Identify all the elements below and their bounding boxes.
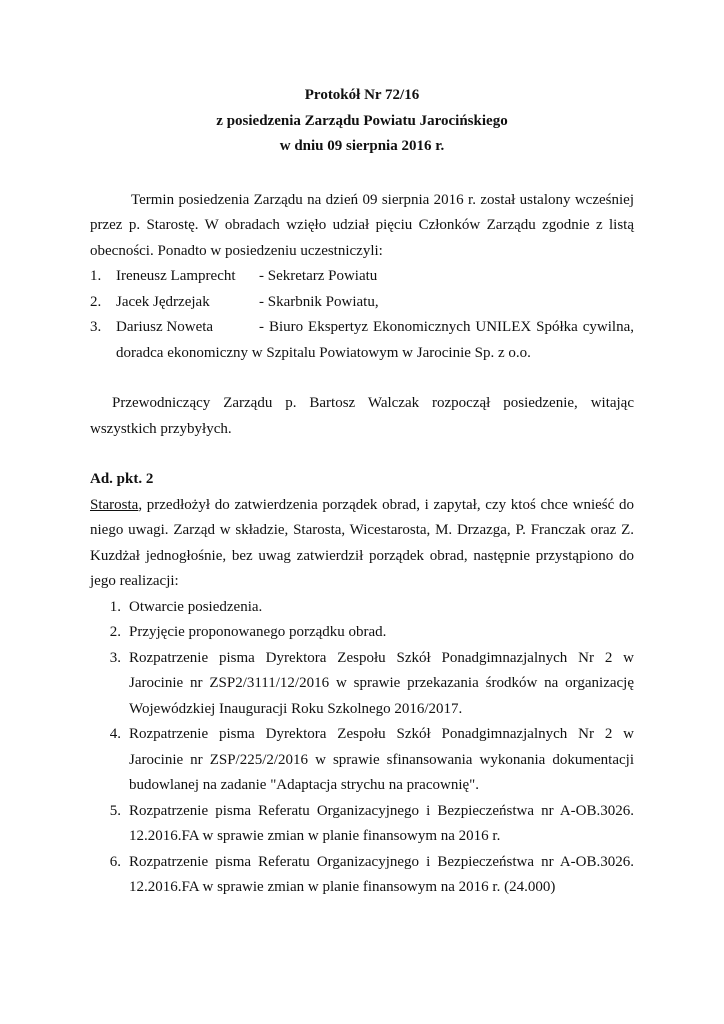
agenda-text: Rozpatrzenie pisma Dyrektora Zespołu Szkół Ponadgimnazjalnych Nr 2 w Jarocinie nr ZSP/225/2/2016 w sprawie sfinansowania wykonania dokumentacji budowlanej na zadanie "Adaptacja strychu na pracownię". xyxy=(129,726,634,793)
attendee-role-continuation: doradca ekonomiczny w Szpitalu Powiatowym w Jarocinie Sp. z o.o. xyxy=(116,344,531,361)
attendee-number: 1. xyxy=(90,268,102,284)
protocol-subtitle: z posiedzenia Zarządu Powiatu Jarocińskiego xyxy=(216,112,508,129)
agenda-item xyxy=(90,646,634,723)
agenda-item xyxy=(90,595,634,621)
agenda-number: 6. xyxy=(109,853,121,870)
agenda-text: Otwarcie posiedzenia. xyxy=(129,598,263,615)
section-paragraph xyxy=(90,493,634,595)
section-text: , przedłożył do zatwierdzenia porządek obrad, i zapytał, czy ktoś chce wnieść do niego uwagi. Zarząd w składzie, Starosta, Wicestarosta, M. Drzazga, P. Franczak oraz Z. Kuzdżał jednogłośnie, bez uwag zatwierdził porządek obrad, następnie przystąpiono do jego realizacji: xyxy=(90,496,634,589)
protocol-title: Protokół Nr 72/16 xyxy=(304,87,420,103)
agenda-text: Przyjęcie proponowanego porządku obrad. xyxy=(129,624,387,640)
attendee-row xyxy=(90,264,634,290)
agenda-number: 1. xyxy=(109,598,121,615)
agenda-number: 2. xyxy=(109,624,121,640)
agenda-number: 4. xyxy=(109,726,121,742)
agenda-text: Rozpatrzenie pisma Referatu Organizacyjnego i Bezpieczeństwa nr A-OB.3026. 12.2016.FA w sprawie zmian w planie finansowym na 2016 r. xyxy=(129,802,634,844)
agenda-list xyxy=(90,595,634,901)
agenda-item xyxy=(90,620,634,646)
agenda-item xyxy=(90,850,634,901)
protocol-date: w dniu 09 sierpnia 2016 r. xyxy=(279,138,445,154)
attendee-name: Dariusz Noweta xyxy=(116,319,214,335)
intro-paragraph: Termin posiedzenia Zarządu na dzień 09 sierpnia 2016 r. został ustalony wcześniej przez p. Starostę. W obradach wzięło udział pięciu Członków Zarządu zgodnie z listą obecności. Ponadto w posiedzeniu uczestniczyli: xyxy=(90,191,634,259)
attendee-row xyxy=(90,315,634,341)
starosta-underlined: Starosta xyxy=(90,496,139,513)
agenda-item xyxy=(90,799,634,850)
agenda-item xyxy=(90,722,634,799)
attendee-row xyxy=(90,290,634,316)
attendee-number: 2. xyxy=(90,293,102,310)
agenda-text: Rozpatrzenie pisma Referatu Organizacyjnego i Bezpieczeństwa nr A-OB.3026. 12.2016.FA w sprawie zmian w planie finansowym na 2016 r. (24.000) xyxy=(129,853,634,895)
opening-paragraph: Przewodniczący Zarządu p. Bartosz Walczak rozpoczął posiedzenie, witając wszystkich przybyłych. xyxy=(90,395,634,437)
agenda-number: 5. xyxy=(109,802,121,819)
attendee-role: - Sekretarz Powiatu xyxy=(259,268,378,284)
agenda-text: Rozpatrzenie pisma Dyrektora Zespołu Szkół Ponadgimnazjalnych Nr 2 w Jarocinie nr ZSP2/3111/12/2016 w sprawie przekazania środków na organizację Wojewódzkiej Inauguracji Roku Szkolnego 2016/2017. xyxy=(129,649,634,717)
attendee-number: 3. xyxy=(90,319,102,335)
attendee-name: Jacek Jędrzejak xyxy=(116,293,210,310)
agenda-number: 3. xyxy=(109,649,121,666)
attendee-name: Ireneusz Lamprecht xyxy=(116,268,236,284)
attendee-role: - Skarbnik Powiatu, xyxy=(259,293,379,310)
section-heading: Ad. pkt. 2 xyxy=(90,471,154,487)
attendee-role: - Biuro Ekspertyz Ekonomicznych UNILEX Spółka cywilna, xyxy=(259,319,634,335)
attendee-list xyxy=(90,264,634,366)
